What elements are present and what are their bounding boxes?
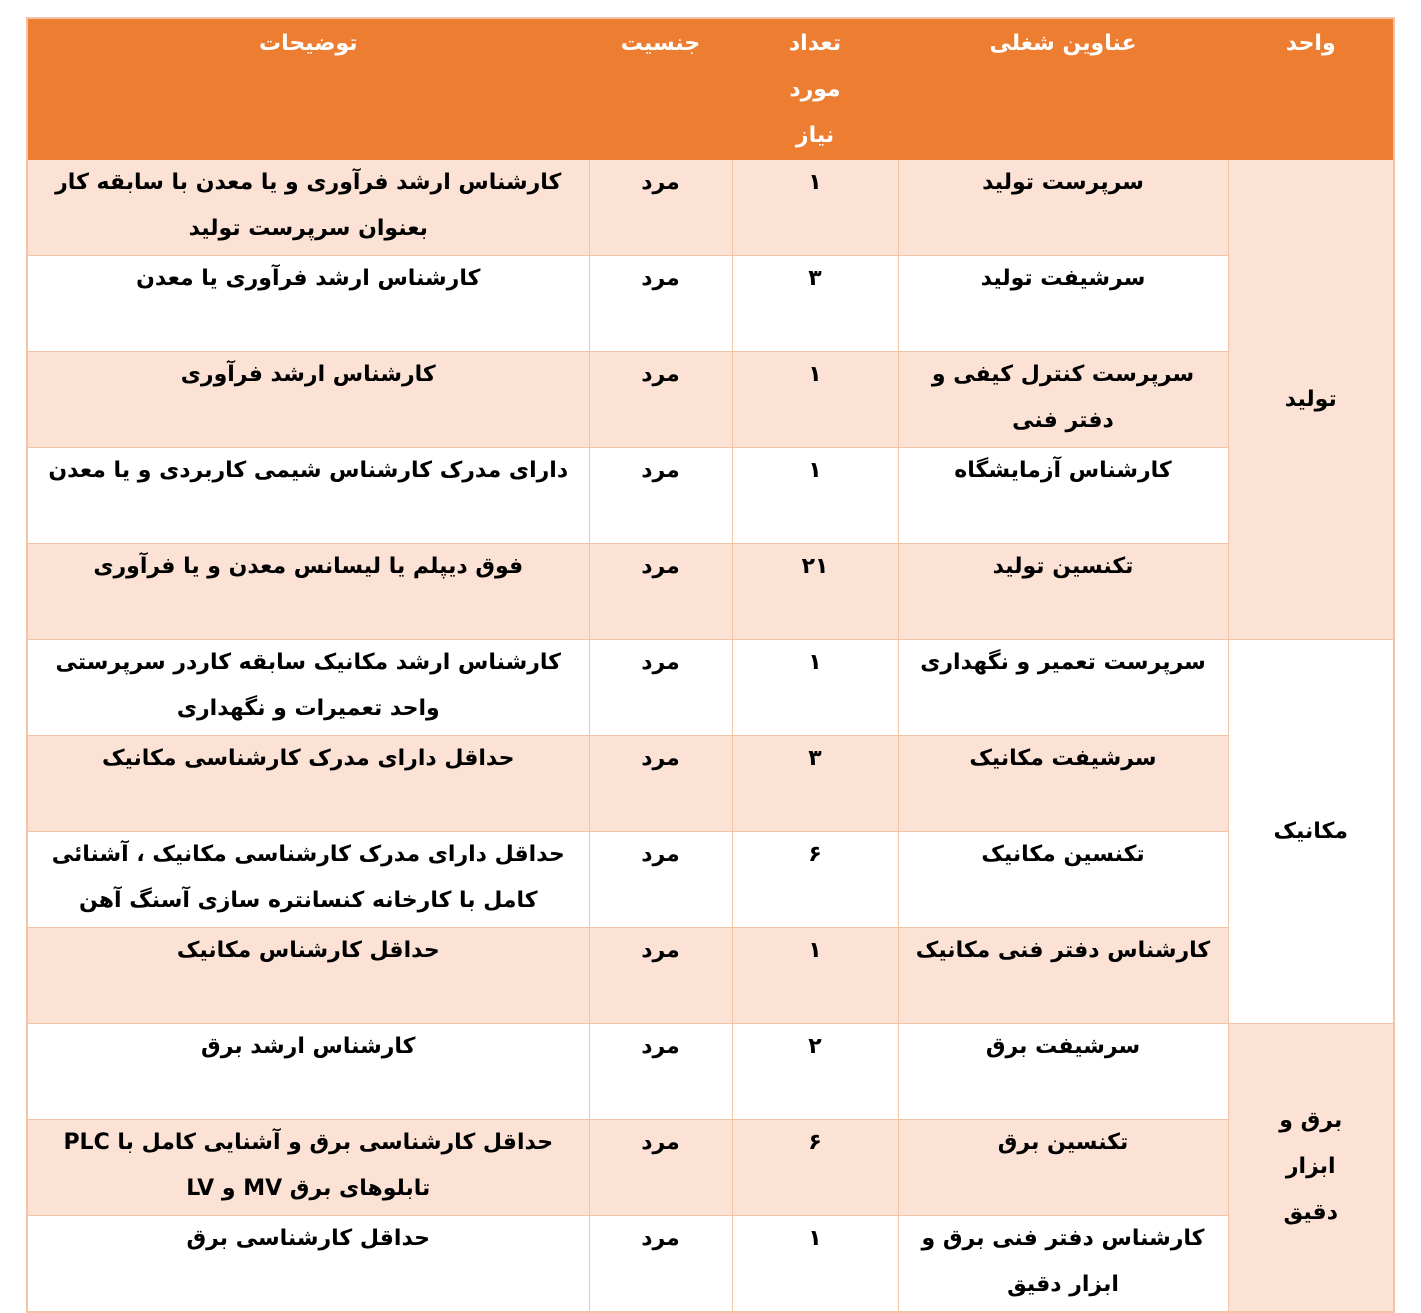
table-row — [27, 1216, 1394, 1312]
unit-cell — [1228, 640, 1394, 1024]
description-cell: کارشناس ارشد برق — [27, 1024, 589, 1120]
job-title-cell: سرشیفت برق — [898, 1024, 1228, 1120]
count-cell: ۱ — [732, 448, 898, 544]
gender-cell: مرد — [589, 160, 732, 256]
count-cell: ۱ — [732, 928, 898, 1024]
gender-cell: مرد — [589, 256, 732, 352]
count-cell: ۱ — [732, 352, 898, 448]
count-cell: ۶ — [732, 1120, 898, 1216]
gender-cell: مرد — [589, 448, 732, 544]
job-title-cell: تکنسین برق — [898, 1120, 1228, 1216]
gender-cell: مرد — [589, 640, 732, 736]
table-header-row — [27, 18, 1394, 160]
unit-cell — [1228, 160, 1394, 640]
table-row — [27, 256, 1394, 352]
table-row — [27, 448, 1394, 544]
description-cell: کارشناس ارشد فرآوری یا معدن — [27, 256, 589, 352]
count-cell: ۲۱ — [732, 544, 898, 640]
count-cell: ۶ — [732, 832, 898, 928]
table-row — [27, 832, 1394, 928]
count-cell: ۱ — [732, 1216, 898, 1312]
description-cell: کارشناس ارشد فرآوری — [27, 352, 589, 448]
job-title-cell: کارشناس دفتر فنی مکانیک — [898, 928, 1228, 1024]
header-description: توضیحات — [27, 18, 589, 160]
description-cell: کارشناس ارشد فرآوری و یا معدن با سابقه کار بعنوان سرپرست تولید — [27, 160, 589, 256]
gender-cell: مرد — [589, 1216, 732, 1312]
job-title-cell: تکنسین تولید — [898, 544, 1228, 640]
gender-cell: مرد — [589, 928, 732, 1024]
job-title-cell: کارشناس دفتر فنی برق و ابزار دقیق — [898, 1216, 1228, 1312]
header-title: عناوین شغلی — [898, 18, 1228, 160]
job-title-cell: سرشیفت مکانیک — [898, 736, 1228, 832]
header-unit: واحد — [1228, 18, 1394, 160]
gender-cell: مرد — [589, 1120, 732, 1216]
count-cell: ۲ — [732, 1024, 898, 1120]
table-row — [27, 1120, 1394, 1216]
description-cell: کارشناس ارشد مکانیک سابقه کاردر سرپرستی واحد تعمیرات و نگهداری — [27, 640, 589, 736]
table-row — [27, 640, 1394, 736]
count-cell: ۱ — [732, 640, 898, 736]
header-gender: جنسیت — [589, 18, 732, 160]
table-row — [27, 544, 1394, 640]
gender-cell: مرد — [589, 1024, 732, 1120]
job-title-cell: سرپرست کنترل کیفی و دفتر فنی — [898, 352, 1228, 448]
description-cell: حداقل کارشناسی برق و آشنایی کامل با PLC تابلوهای برق MV و LV — [27, 1120, 589, 1216]
table-row — [27, 1024, 1394, 1120]
unit-label: مکانیک — [1273, 818, 1348, 844]
description-cell: دارای مدرک کارشناس شیمی کاربردی و یا معدن — [27, 448, 589, 544]
job-table — [26, 17, 1395, 1313]
table-row — [27, 736, 1394, 832]
unit-label: تولید — [1284, 386, 1337, 412]
gender-cell: مرد — [589, 544, 732, 640]
gender-cell: مرد — [589, 352, 732, 448]
job-title-cell: تکنسین مکانیک — [898, 832, 1228, 928]
job-title-cell: سرشیفت تولید — [898, 256, 1228, 352]
table-row — [27, 928, 1394, 1024]
count-cell: ۳ — [732, 736, 898, 832]
job-title-cell: سرپرست تولید — [898, 160, 1228, 256]
table-row — [27, 160, 1394, 256]
description-cell: فوق دیپلم یا لیسانس معدن و یا فرآوری — [27, 544, 589, 640]
count-cell: ۳ — [732, 256, 898, 352]
count-cell: ۱ — [732, 160, 898, 256]
job-title-cell: کارشناس آزمایشگاه — [898, 448, 1228, 544]
gender-cell: مرد — [589, 832, 732, 928]
table-row — [27, 352, 1394, 448]
job-title-cell: سرپرست تعمیر و نگهداری — [898, 640, 1228, 736]
description-cell: حداقل دارای مدرک کارشناسی مکانیک ، آشنائی کامل با کارخانه کنسانتره سازی آسنگ آهن — [27, 832, 589, 928]
description-cell: حداقل کارشناسی برق — [27, 1216, 589, 1312]
unit-label: برق و ابزار دقیق — [1279, 1108, 1343, 1226]
unit-cell — [1228, 1024, 1394, 1312]
header-count: تعداد مورد نیاز — [732, 18, 898, 160]
gender-cell: مرد — [589, 736, 732, 832]
description-cell: حداقل کارشناس مکانیک — [27, 928, 589, 1024]
description-cell: حداقل دارای مدرک کارشناسی مکانیک — [27, 736, 589, 832]
